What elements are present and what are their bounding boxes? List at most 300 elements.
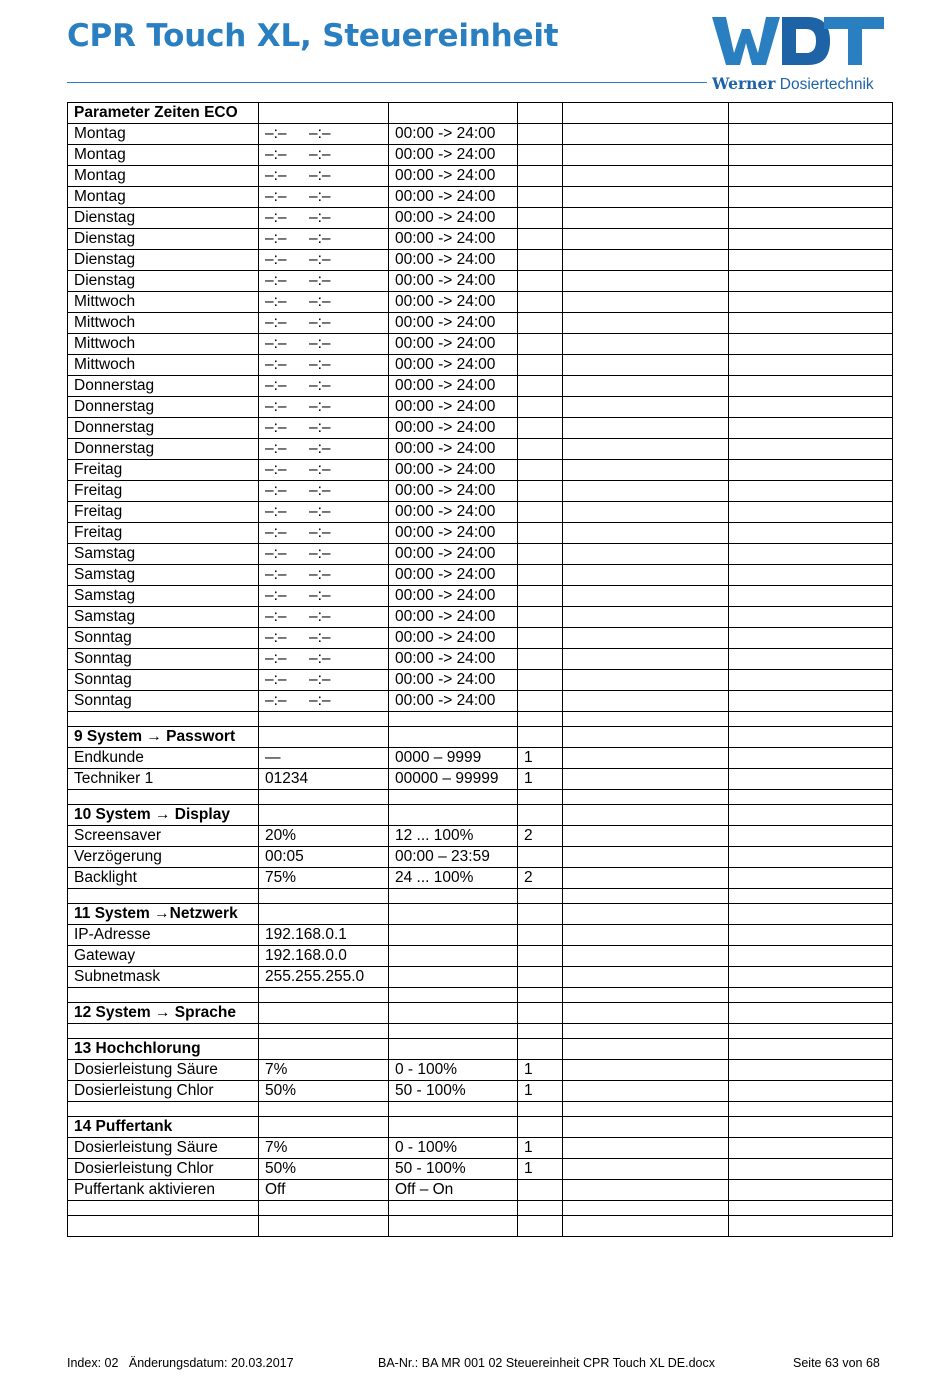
- table-cell: [729, 790, 893, 805]
- table-cell: Backlight: [68, 868, 259, 889]
- table-row: [68, 946, 893, 967]
- table-cell: [563, 103, 729, 124]
- table-cell: Dienstag: [68, 271, 259, 292]
- table-cell: 00:00 -> 24:00: [389, 649, 518, 670]
- table-cell: Dienstag: [68, 229, 259, 250]
- table-cell: [729, 586, 893, 607]
- table-cell: [729, 925, 893, 946]
- table-cell: Samstag: [68, 586, 259, 607]
- table-cell: [729, 103, 893, 124]
- table-cell: 00:00 -> 24:00: [389, 523, 518, 544]
- table-cell: 00:00 -> 24:00: [389, 628, 518, 649]
- time-end-placeholder: –:–: [309, 314, 331, 331]
- table-cell: [259, 418, 389, 439]
- table-cell: 00:00 -> 24:00: [389, 229, 518, 250]
- table-cell: [68, 889, 259, 904]
- table-cell: [518, 166, 563, 187]
- footer-page-number: Seite 63 von 68: [793, 1356, 880, 1370]
- table-cell: [729, 355, 893, 376]
- table-cell: 00:00 -> 24:00: [389, 166, 518, 187]
- table-cell: 00:00 -> 24:00: [389, 439, 518, 460]
- time-start-placeholder: –:–: [265, 503, 287, 520]
- table-cell: 1: [518, 769, 563, 790]
- table-cell: 12 ... 100%: [389, 826, 518, 847]
- table-cell: 24 ... 100%: [389, 868, 518, 889]
- table-row: [68, 460, 893, 481]
- table-cell: [729, 334, 893, 355]
- table-cell: Montag: [68, 166, 259, 187]
- table-row: [68, 208, 893, 229]
- table-cell: [518, 889, 563, 904]
- table-cell: [563, 355, 729, 376]
- table-cell: [259, 229, 389, 250]
- time-end-placeholder: –:–: [309, 608, 331, 625]
- table-cell: 00:00 -> 24:00: [389, 691, 518, 712]
- table-cell: Sonntag: [68, 670, 259, 691]
- table-cell: [729, 502, 893, 523]
- time-end-placeholder: –:–: [309, 629, 331, 646]
- table-cell: [518, 334, 563, 355]
- table-cell: [729, 847, 893, 868]
- table-cell: [563, 145, 729, 166]
- time-start-placeholder: –:–: [265, 335, 287, 352]
- table-cell: [563, 460, 729, 481]
- table-cell: [259, 334, 389, 355]
- table-cell: [259, 1039, 389, 1060]
- table-cell: [518, 1039, 563, 1060]
- table-cell: [563, 1081, 729, 1102]
- table-cell: [518, 1117, 563, 1138]
- table-cell: Off: [259, 1180, 389, 1201]
- table-cell: [518, 481, 563, 502]
- time-start-placeholder: –:–: [265, 314, 287, 331]
- table-cell: [563, 208, 729, 229]
- time-start-placeholder: –:–: [265, 230, 287, 247]
- table-cell: [729, 988, 893, 1003]
- table-row: [68, 397, 893, 418]
- table-cell: [389, 1039, 518, 1060]
- table-cell: 00:00 -> 24:00: [389, 187, 518, 208]
- table-cell: [563, 607, 729, 628]
- table-cell: 00:00 -> 24:00: [389, 124, 518, 145]
- table-cell: [563, 313, 729, 334]
- table-cell: [729, 1159, 893, 1180]
- table-cell: [259, 544, 389, 565]
- table-cell: [518, 904, 563, 925]
- table-cell: [729, 208, 893, 229]
- table-cell: [259, 187, 389, 208]
- table-cell: [259, 1201, 389, 1216]
- table-cell: 9 System → Passwort: [68, 727, 259, 748]
- table-cell: [518, 544, 563, 565]
- parameter-table-body: [68, 103, 893, 1237]
- table-cell: [389, 103, 518, 124]
- table-cell: [518, 988, 563, 1003]
- table-cell: —: [259, 748, 389, 769]
- table-cell: [563, 946, 729, 967]
- table-cell: [259, 313, 389, 334]
- spacer-row: [68, 889, 893, 904]
- table-cell: [259, 481, 389, 502]
- table-cell: [729, 691, 893, 712]
- table-cell: [729, 727, 893, 748]
- table-cell: [729, 946, 893, 967]
- table-cell: 50%: [259, 1081, 389, 1102]
- table-cell: [729, 1060, 893, 1081]
- time-start-placeholder: –:–: [265, 692, 287, 709]
- table-cell: [729, 271, 893, 292]
- table-row: [68, 229, 893, 250]
- table-cell: [259, 124, 389, 145]
- table-cell: [259, 691, 389, 712]
- table-cell: [259, 628, 389, 649]
- table-cell: [563, 397, 729, 418]
- table-cell: [563, 502, 729, 523]
- time-start-placeholder: –:–: [265, 356, 287, 373]
- table-cell: [563, 418, 729, 439]
- table-cell: 00:00 -> 24:00: [389, 586, 518, 607]
- table-cell: [518, 229, 563, 250]
- table-cell: Parameter Zeiten ECO: [68, 103, 259, 124]
- table-cell: [389, 1003, 518, 1024]
- table-cell: [518, 250, 563, 271]
- table-cell: [259, 250, 389, 271]
- table-cell: [518, 727, 563, 748]
- time-start-placeholder: –:–: [265, 272, 287, 289]
- table-cell: [563, 523, 729, 544]
- table-cell: 13 Hochchlorung: [68, 1039, 259, 1060]
- table-row: [68, 1180, 893, 1201]
- table-cell: Sonntag: [68, 649, 259, 670]
- table-cell: [259, 292, 389, 313]
- table-cell: [389, 925, 518, 946]
- table-cell: 00:00 -> 24:00: [389, 565, 518, 586]
- table-cell: [518, 523, 563, 544]
- table-cell: [729, 889, 893, 904]
- table-cell: [518, 1024, 563, 1039]
- time-start-placeholder: –:–: [265, 398, 287, 415]
- table-cell: Freitag: [68, 523, 259, 544]
- time-start-placeholder: –:–: [265, 461, 287, 478]
- table-row: [68, 1060, 893, 1081]
- time-start-placeholder: –:–: [265, 167, 287, 184]
- table-cell: [729, 904, 893, 925]
- table-cell: [518, 418, 563, 439]
- table-cell: 11 System →Netzwerk: [68, 904, 259, 925]
- time-start-placeholder: –:–: [265, 608, 287, 625]
- time-end-placeholder: –:–: [309, 335, 331, 352]
- table-row: [68, 628, 893, 649]
- section-header-row: [68, 1039, 893, 1060]
- table-cell: [563, 586, 729, 607]
- table-row: [68, 250, 893, 271]
- table-cell: 12 System → Sprache: [68, 1003, 259, 1024]
- table-cell: 192.168.0.1: [259, 925, 389, 946]
- table-cell: 255.255.255.0: [259, 967, 389, 988]
- table-cell: [563, 439, 729, 460]
- table-cell: [729, 544, 893, 565]
- table-cell: Samstag: [68, 607, 259, 628]
- table-cell: [518, 691, 563, 712]
- table-cell: Donnerstag: [68, 397, 259, 418]
- table-cell: [729, 313, 893, 334]
- table-cell: 00:00 -> 24:00: [389, 481, 518, 502]
- section-header-row: [68, 904, 893, 925]
- table-cell: [563, 1180, 729, 1201]
- time-start-placeholder: –:–: [265, 650, 287, 667]
- time-start-placeholder: –:–: [265, 587, 287, 604]
- table-cell: [563, 1117, 729, 1138]
- wdt-logo: [712, 15, 884, 67]
- table-cell: 00:00 – 23:59: [389, 847, 518, 868]
- table-row: [68, 826, 893, 847]
- table-cell: [563, 1159, 729, 1180]
- table-row: [68, 271, 893, 292]
- table-cell: [729, 1216, 893, 1237]
- table-cell: 50 - 100%: [389, 1159, 518, 1180]
- table-cell: [518, 805, 563, 826]
- table-cell: Dosierleistung Chlor: [68, 1159, 259, 1180]
- table-cell: [563, 769, 729, 790]
- table-cell: [563, 847, 729, 868]
- time-end-placeholder: –:–: [309, 398, 331, 415]
- time-end-placeholder: –:–: [309, 692, 331, 709]
- table-cell: [389, 967, 518, 988]
- table-row: [68, 691, 893, 712]
- table-cell: [389, 988, 518, 1003]
- table-cell: 50%: [259, 1159, 389, 1180]
- table-row: [68, 670, 893, 691]
- table-cell: 14 Puffertank: [68, 1117, 259, 1138]
- time-end-placeholder: –:–: [309, 167, 331, 184]
- table-cell: 00:00 -> 24:00: [389, 250, 518, 271]
- table-cell: [518, 103, 563, 124]
- table-cell: [259, 649, 389, 670]
- table-cell: [729, 1039, 893, 1060]
- spacer-row: [68, 712, 893, 727]
- table-cell: [259, 397, 389, 418]
- table-row: [68, 649, 893, 670]
- table-cell: Freitag: [68, 502, 259, 523]
- table-cell: 1: [518, 1159, 563, 1180]
- table-cell: [563, 1039, 729, 1060]
- table-cell: [259, 988, 389, 1003]
- table-row: [68, 748, 893, 769]
- time-start-placeholder: –:–: [265, 209, 287, 226]
- table-cell: [389, 712, 518, 727]
- table-row: [68, 769, 893, 790]
- time-end-placeholder: –:–: [309, 209, 331, 226]
- table-cell: [563, 967, 729, 988]
- table-cell: [518, 946, 563, 967]
- spacer-row: [68, 988, 893, 1003]
- table-cell: [518, 271, 563, 292]
- table-cell: [729, 481, 893, 502]
- table-cell: 00:00 -> 24:00: [389, 460, 518, 481]
- table-row: [68, 565, 893, 586]
- table-cell: Dosierleistung Chlor: [68, 1081, 259, 1102]
- table-cell: [729, 967, 893, 988]
- table-cell: [563, 691, 729, 712]
- spacer-row: [68, 790, 893, 805]
- table-cell: [563, 1102, 729, 1117]
- table-cell: [259, 523, 389, 544]
- table-cell: [518, 124, 563, 145]
- table-row: [68, 313, 893, 334]
- table-row: [68, 847, 893, 868]
- table-cell: 2: [518, 826, 563, 847]
- table-cell: Donnerstag: [68, 376, 259, 397]
- time-start-placeholder: –:–: [265, 440, 287, 457]
- table-cell: [729, 805, 893, 826]
- table-cell: Freitag: [68, 460, 259, 481]
- table-cell: [518, 1102, 563, 1117]
- table-cell: [68, 1201, 259, 1216]
- table-cell: [259, 1216, 389, 1237]
- table-cell: 00:05: [259, 847, 389, 868]
- table-cell: 00:00 -> 24:00: [389, 544, 518, 565]
- table-cell: [729, 1117, 893, 1138]
- table-cell: [259, 460, 389, 481]
- time-end-placeholder: –:–: [309, 503, 331, 520]
- table-cell: Verzögerung: [68, 847, 259, 868]
- table-cell: [259, 439, 389, 460]
- table-cell: [259, 502, 389, 523]
- table-cell: [518, 1180, 563, 1201]
- time-end-placeholder: –:–: [309, 461, 331, 478]
- table-cell: [389, 904, 518, 925]
- table-cell: [518, 712, 563, 727]
- table-row: [68, 334, 893, 355]
- table-cell: [729, 292, 893, 313]
- table-row: [68, 1159, 893, 1180]
- time-start-placeholder: –:–: [265, 545, 287, 562]
- time-start-placeholder: –:–: [265, 251, 287, 268]
- table-cell: [518, 649, 563, 670]
- table-row: [68, 124, 893, 145]
- table-cell: IP-Adresse: [68, 925, 259, 946]
- table-cell: [259, 586, 389, 607]
- table-row: [68, 481, 893, 502]
- table-cell: [729, 439, 893, 460]
- time-end-placeholder: –:–: [309, 377, 331, 394]
- table-cell: Off – On: [389, 1180, 518, 1201]
- table-cell: Techniker 1: [68, 769, 259, 790]
- table-row: [68, 1138, 893, 1159]
- time-start-placeholder: –:–: [265, 629, 287, 646]
- table-cell: [518, 502, 563, 523]
- table-cell: [563, 1060, 729, 1081]
- table-cell: [259, 103, 389, 124]
- section-header-row: [68, 1003, 893, 1024]
- table-cell: [563, 649, 729, 670]
- spacer-row: [68, 1102, 893, 1117]
- table-cell: 00:00 -> 24:00: [389, 418, 518, 439]
- table-cell: [729, 187, 893, 208]
- time-start-placeholder: –:–: [265, 293, 287, 310]
- table-cell: [563, 1003, 729, 1024]
- table-row: [68, 607, 893, 628]
- table-cell: [563, 868, 729, 889]
- table-cell: [563, 712, 729, 727]
- table-cell: [518, 607, 563, 628]
- table-cell: Montag: [68, 187, 259, 208]
- table-cell: 00:00 -> 24:00: [389, 502, 518, 523]
- table-cell: Donnerstag: [68, 418, 259, 439]
- table-cell: [259, 607, 389, 628]
- table-cell: Screensaver: [68, 826, 259, 847]
- table-cell: 00:00 -> 24:00: [389, 292, 518, 313]
- table-row: [68, 418, 893, 439]
- table-row: [68, 1081, 893, 1102]
- table-cell: [259, 790, 389, 805]
- table-cell: Mittwoch: [68, 355, 259, 376]
- table-cell: [563, 334, 729, 355]
- parameter-table: [67, 102, 893, 1237]
- table-cell: [518, 565, 563, 586]
- table-cell: 7%: [259, 1138, 389, 1159]
- table-cell: [518, 967, 563, 988]
- table-cell: [518, 397, 563, 418]
- table-cell: [518, 187, 563, 208]
- table-cell: [563, 805, 729, 826]
- table-cell: Samstag: [68, 544, 259, 565]
- table-cell: [729, 607, 893, 628]
- time-end-placeholder: –:–: [309, 671, 331, 688]
- time-end-placeholder: –:–: [309, 125, 331, 142]
- table-cell: [389, 805, 518, 826]
- table-row: [68, 187, 893, 208]
- section-header-row: [68, 1117, 893, 1138]
- time-end-placeholder: –:–: [309, 230, 331, 247]
- table-cell: [563, 376, 729, 397]
- table-cell: 1: [518, 1081, 563, 1102]
- table-cell: [389, 1102, 518, 1117]
- table-cell: Endkunde: [68, 748, 259, 769]
- table-cell: [563, 628, 729, 649]
- table-row: [68, 292, 893, 313]
- spacer-row: [68, 1201, 893, 1216]
- table-cell: [259, 376, 389, 397]
- table-cell: [729, 748, 893, 769]
- table-cell: [259, 208, 389, 229]
- table-cell: 192.168.0.0: [259, 946, 389, 967]
- table-cell: [389, 946, 518, 967]
- table-cell: [259, 712, 389, 727]
- table-cell: [389, 889, 518, 904]
- document-title: CPR Touch XL, Steuereinheit: [67, 18, 559, 54]
- table-row: [68, 967, 893, 988]
- table-cell: [729, 1003, 893, 1024]
- table-cell: [563, 670, 729, 691]
- time-end-placeholder: –:–: [309, 566, 331, 583]
- table-cell: 0 - 100%: [389, 1138, 518, 1159]
- table-cell: [729, 1024, 893, 1039]
- table-cell: [259, 805, 389, 826]
- table-cell: [68, 1216, 259, 1237]
- table-cell: Puffertank aktivieren: [68, 1180, 259, 1201]
- time-end-placeholder: –:–: [309, 251, 331, 268]
- time-end-placeholder: –:–: [309, 482, 331, 499]
- table-cell: [563, 271, 729, 292]
- time-end-placeholder: –:–: [309, 188, 331, 205]
- time-end-placeholder: –:–: [309, 650, 331, 667]
- table-cell: 7%: [259, 1060, 389, 1081]
- table-cell: [259, 904, 389, 925]
- table-cell: [259, 271, 389, 292]
- table-cell: [68, 988, 259, 1003]
- table-cell: Dosierleistung Säure: [68, 1138, 259, 1159]
